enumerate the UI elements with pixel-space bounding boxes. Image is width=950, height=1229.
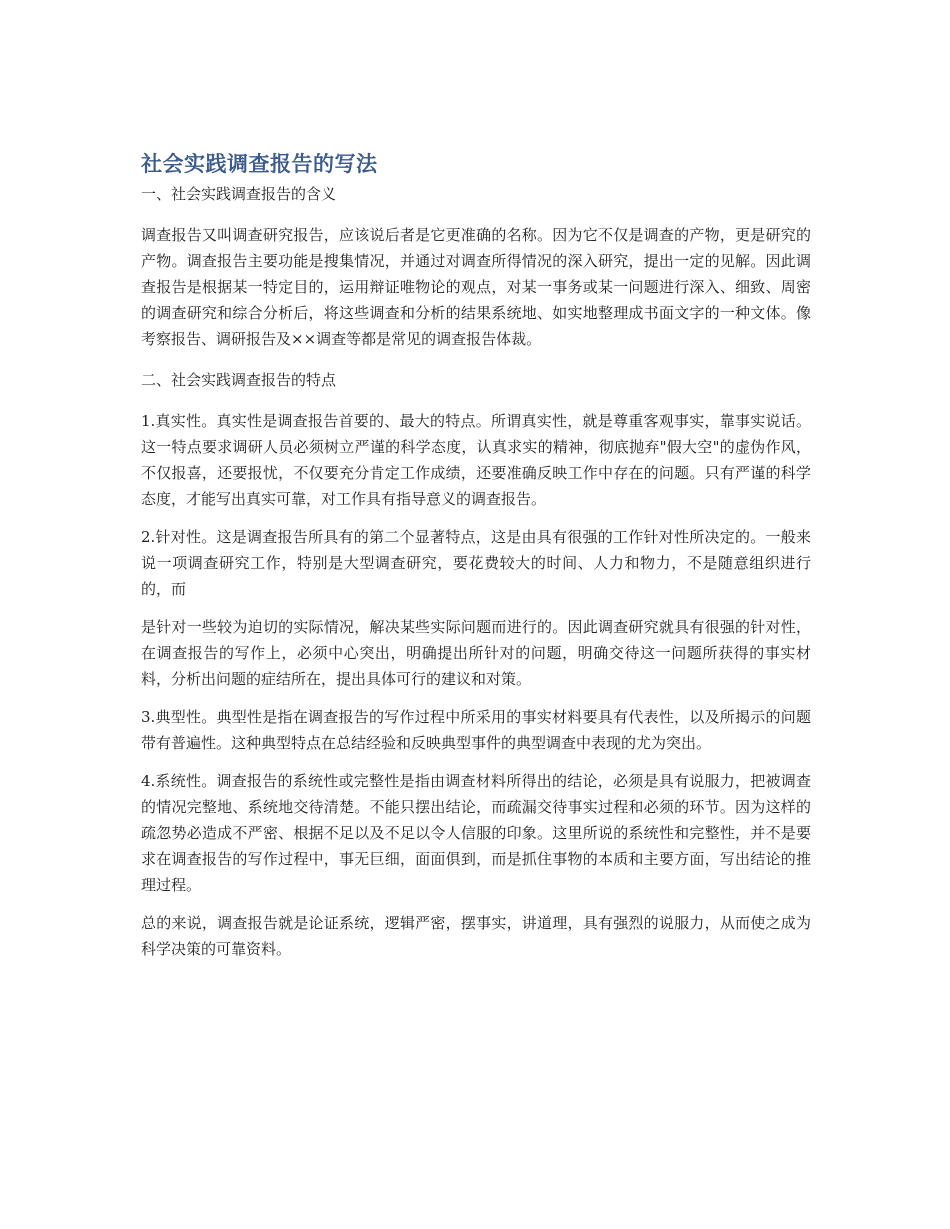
document-title: 社会实践调查报告的写法: [141, 152, 378, 176]
paragraph-conclusion: 总的来说，调查报告就是论证系统，逻辑严密，摆事实，讲道理，具有强烈的说服力，从而使之成为科学决策的可靠资料。: [141, 914, 811, 958]
section-heading-meaning: 一、社会实践调查报告的含义: [141, 185, 337, 203]
document-page: [141, 150, 811, 974]
paragraph-pertinence-part1: 2.针对性。这是调查报告所具有的第二个显著特点，这是由具有很强的工作针对性所决定的。一般来说一项调查研究工作，特别是大型调查研究，要花费较大的时间、人力和物力，不是随意组织进行的，而: [141, 528, 811, 598]
paragraph-meaning: 调查报告又叫调查研究报告，应该说后者是它更准确的名称。因为它不仅是调查的产物，更是研究的产物。调查报告主要功能是搜集情况，并通过对调查所得情况的深入研究，提出一定的见解。因此调查报告是根据某一特定目的，运用辩证唯物论的观点，对某一事务或某一问题进行深入、细致、周密的调查研究和综合分析后，将这些调查和分析的结果系统地、如实地整理成书面文字的一种文体。像考察报告、调研报告及××调查等都是常见的调查报告体裁。: [141, 226, 811, 348]
paragraph-systematic: 4.系统性。调查报告的系统性或完整性是指由调查材料所得出的结论，必须是具有说服力，把被调查的情况完整地、系统地交待清楚。不能只摆出结论，而疏漏交待事实过程和必须的环节。因为这样的疏忽势必造成不严密、根据不足以及不足以令人信服的印象。这里所说的系统性和完整性，并不是要求在调查报告的写作过程中，事无巨细，面面俱到，而是抓住事物的本质和主要方面，写出结论的推理过程。: [141, 772, 811, 894]
paragraph-authenticity: 1.真实性。真实性是调查报告首要的、最大的特点。所谓真实性，就是尊重客观事实，靠事实说话。这一特点要求调研人员必须树立严谨的科学态度，认真求实的精神，彻底抛弃"假大空"的虚伪作风，不仅报喜，还要报忧，不仅要充分肯定工作成绩，还要准确反映工作中存在的问题。只有严谨的科学态度，才能写出真实可靠，对工作具有指导意义的调查报告。: [141, 412, 811, 508]
paragraph-pertinence-part2: 是针对一些较为迫切的实际情况，解决某些实际问题而进行的。因此调查研究就具有很强的针对性，在调查报告的写作上，必须中心突出，明确提出所针对的问题，明确交待这一问题所获得的事实材料，分析出问题的症结所在，提出具体可行的建议和对策。: [141, 618, 811, 688]
paragraph-typicality: 3.典型性。典型性是指在调查报告的写作过程中所采用的事实材料要具有代表性，以及所揭示的问题带有普遍性。这种典型特点在总结经验和反映典型事件的典型调查中表现的尤为突出。: [141, 708, 811, 752]
section-heading-features: 二、社会实践调查报告的特点: [141, 371, 337, 389]
